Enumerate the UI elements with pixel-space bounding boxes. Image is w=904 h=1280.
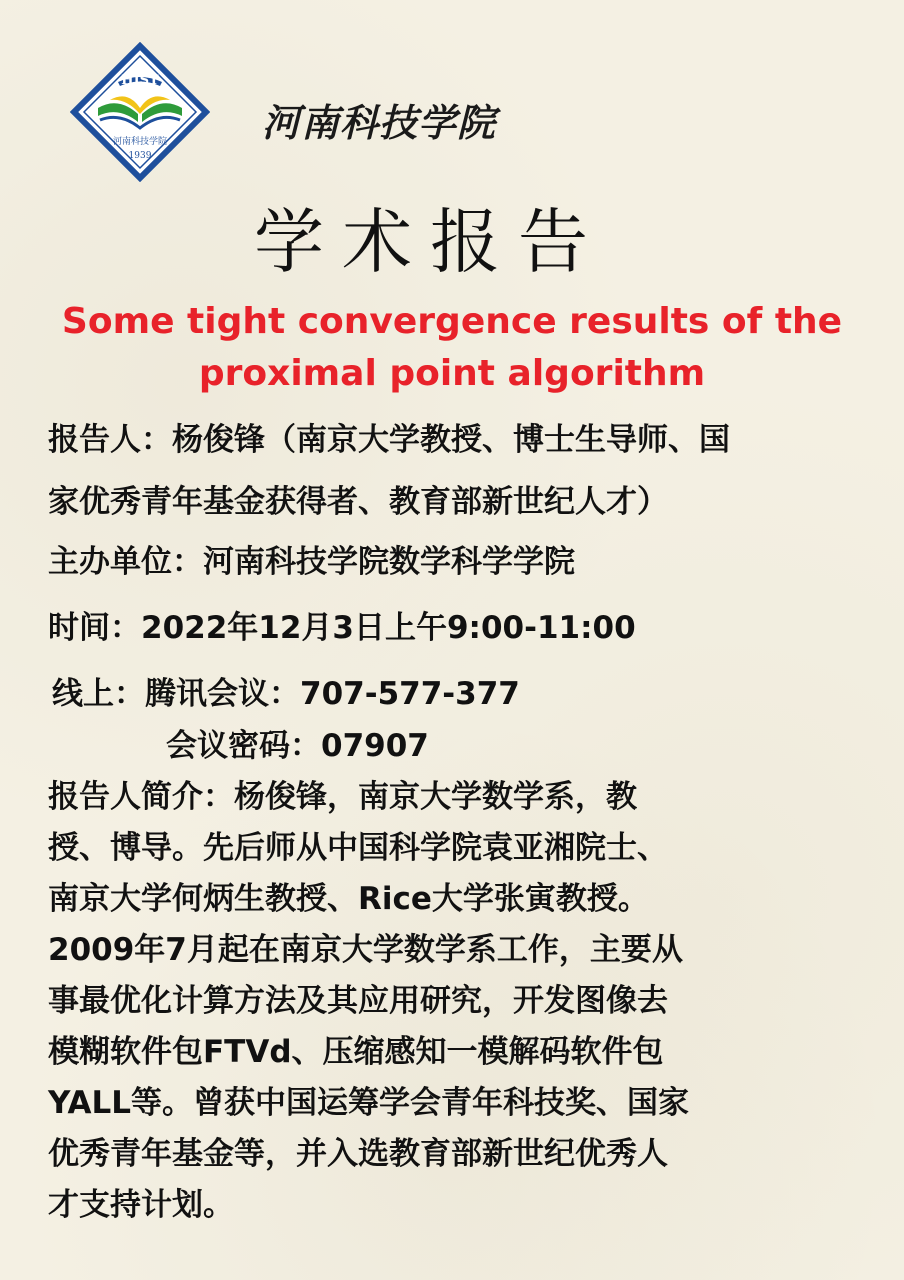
bio-line: YALL等。曾获中国运筹学会青年科技奖、国家	[48, 1085, 689, 1121]
page-title: 学术报告	[254, 201, 606, 283]
online-meeting-line: 线上：腾讯会议：707-577-377	[52, 676, 520, 712]
talk-title-line: proximal point algorithm	[198, 353, 706, 394]
talk-title-line: Some tight convergence results of the	[61, 301, 843, 342]
speaker-bio	[48, 772, 838, 1231]
meeting-password-line: 会议密码：07907	[166, 728, 429, 764]
bio-line: 授、博导。先后师从中国科学院袁亚湘院士、	[48, 830, 668, 866]
host-line: 主办单位：河南科技学院数学科学学院	[48, 544, 575, 580]
bio-line: 2009年7月起在南京大学数学系工作，主要从	[48, 932, 683, 968]
bio-line: 优秀青年基金等，并入选教育部新世纪优秀人	[48, 1136, 668, 1172]
bio-line: 事最优化计算方法及其应用研究，开发图像去	[48, 983, 668, 1019]
bio-line: 才支持计划。	[48, 1187, 234, 1223]
speaker-line: 报告人：杨俊锋（南京大学教授、博士生导师、国	[48, 422, 730, 458]
bio-line: 南京大学何炳生教授、Rice大学张寅教授。	[48, 881, 649, 917]
time-line: 时间：2022年12月3日上午9:00-11:00	[48, 610, 636, 646]
svg-text:1939: 1939	[128, 151, 152, 161]
speaker-line: 家优秀青年基金获得者、教育部新世纪人才）	[48, 484, 668, 520]
school-name: 河南科技学院	[262, 100, 497, 145]
school-logo	[70, 42, 210, 182]
bio-line: 模糊软件包FTVd、压缩感知一模解码软件包	[48, 1034, 664, 1070]
svg-text:HIST: HIST	[121, 73, 159, 88]
school-logo-icon	[70, 42, 210, 182]
svg-text:河南科技学院: 河南科技学院	[112, 137, 168, 147]
talk-title	[40, 296, 864, 400]
bio-line: 报告人简介：杨俊锋，南京大学数学系，教	[48, 779, 637, 815]
